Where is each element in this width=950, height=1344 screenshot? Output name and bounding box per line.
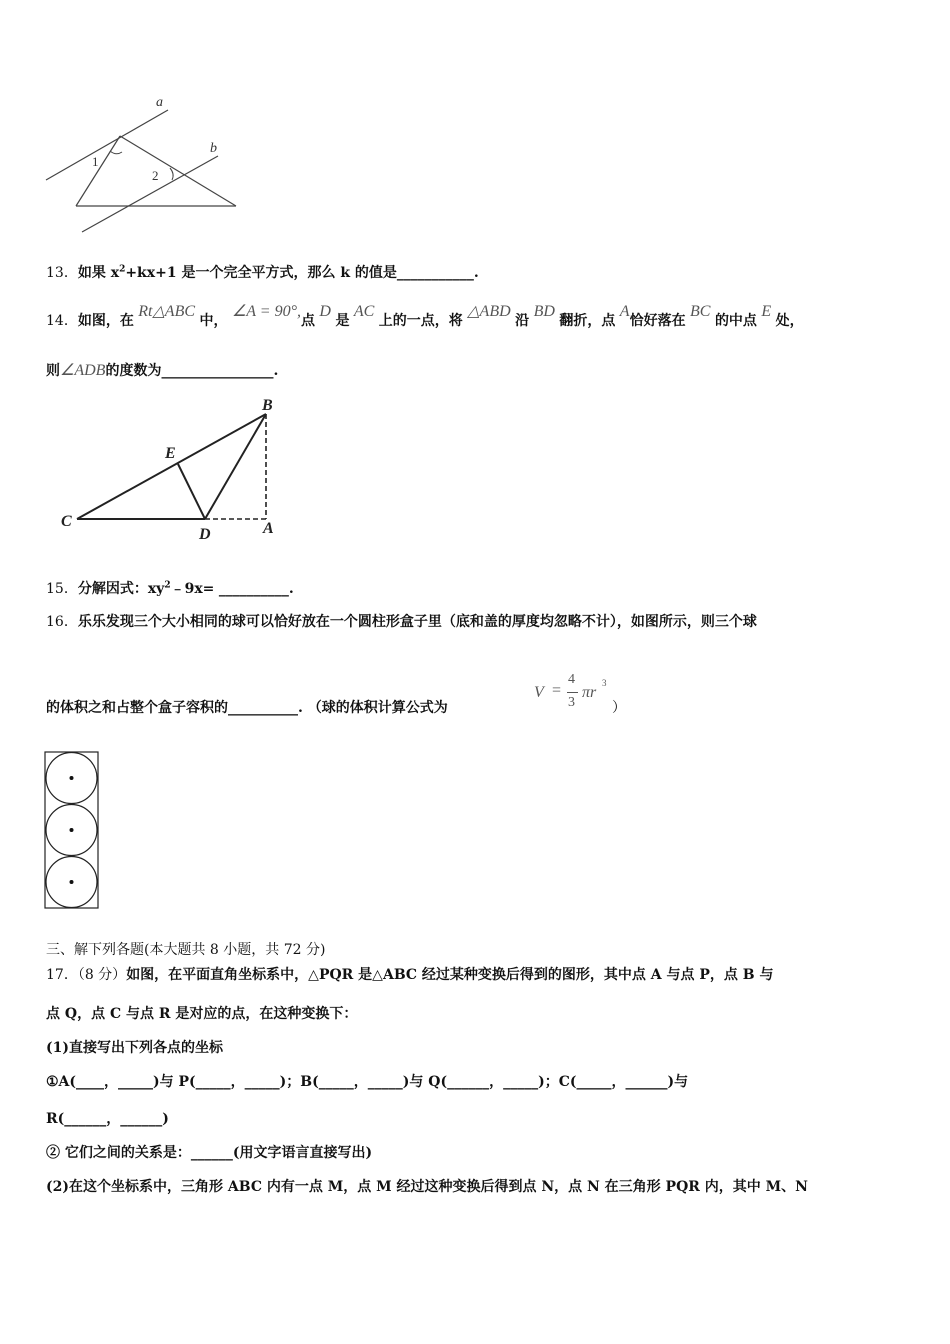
- q14-text-3: 点: [300, 313, 315, 329]
- q17-score: （8 分）: [77, 967, 127, 983]
- fig2-label-C: C: [61, 513, 72, 530]
- q16-line-2-mid: . （球的体积计算公式为: [298, 700, 448, 716]
- fig2-label-D: D: [199, 526, 211, 543]
- q14-text-4: 是: [335, 313, 350, 329]
- question-13: [46, 262, 479, 282]
- q17-line-1: 如图，在平面直角坐标系中，△PQR 是△ABC 经过某种变换后得到的图形，其中点 A 与点 P，点 B 与: [126, 967, 774, 983]
- q17-number: 17．: [46, 967, 78, 983]
- q15-expr-pre: xy: [147, 581, 165, 597]
- q14-text-10: 处，: [775, 313, 804, 329]
- q13-text-post: +kx+1 是一个完全平方式，那么 k 的值是: [125, 265, 397, 281]
- fig2-label-A: A: [263, 520, 274, 537]
- question-14: [46, 303, 804, 330]
- q14-math-1: Rt△ABC: [138, 303, 196, 320]
- q14-text-7: 翻折，点: [559, 313, 616, 329]
- q16-line-2-pre: 的体积之和占整个盒子容积的: [46, 700, 228, 716]
- fig1-label-a: a: [156, 95, 163, 110]
- q14-end: .: [273, 363, 279, 379]
- fig2-label-E: E: [165, 445, 176, 462]
- q14-l2-pre: 则: [46, 363, 60, 379]
- fig1-label-1: 1: [92, 154, 99, 169]
- q14-math-9: E: [761, 303, 772, 320]
- q14-blank[interactable]: ________________: [161, 363, 274, 379]
- q14-math-2: ∠A = 90°,: [231, 303, 301, 320]
- q14-math-8: BC: [690, 303, 711, 320]
- question-17: [46, 964, 774, 984]
- q14-math-5: △ABD: [467, 303, 511, 320]
- q16-number: 16．: [46, 614, 78, 630]
- formula-exponent: 3: [602, 678, 607, 688]
- q17-relation[interactable]: ② 它们之间的关系是：______(用文字语言直接写出): [46, 1145, 373, 1161]
- q16-line-1: 乐乐发现三个大小相同的球可以恰好放在一个圆柱形盒子里（底和盖的厚度均忽略不计），如图所示，则三个球: [77, 614, 757, 630]
- q14-text-5: 上的一点，将: [378, 313, 463, 329]
- fig1-label-2: 2: [152, 168, 159, 183]
- q13-number: 13．: [46, 265, 78, 281]
- sphere-volume-formula: [532, 674, 614, 714]
- parallel-lines-figure: [40, 88, 250, 238]
- fig2-label-B: B: [262, 397, 273, 414]
- q14-l2-math: ∠ADB: [60, 362, 106, 379]
- formula-v: V: [534, 684, 544, 701]
- formula-denominator: 3: [568, 695, 575, 710]
- question-16-line-2: [46, 697, 448, 717]
- section-3-title: 三、解下列各题(本大题共 8 小题，共 72 分): [46, 942, 326, 958]
- formula-equals: =: [552, 682, 562, 699]
- cylinder-balls-figure: [44, 751, 100, 911]
- q17-line-2: 点 Q，点 C 与点 R 是对应的点，在这种变换下：: [46, 1006, 358, 1022]
- q14-math-7: A: [619, 303, 630, 320]
- fig1-label-b: b: [210, 141, 217, 156]
- q17-part-2: (2)在这个坐标系中，三角形 ABC 内有一点 M，点 M 经过这种变换后得到点 N，点 N 在三角形 PQR 内，其中 M、N: [46, 1179, 808, 1195]
- q15-blank[interactable]: __________: [218, 581, 289, 597]
- question-16: [46, 611, 757, 631]
- q15-expr-post: ﹣9x=: [170, 581, 215, 597]
- q13-end: .: [473, 265, 479, 281]
- q14-l2-text: 的度数为: [105, 363, 162, 379]
- q15-end: .: [288, 581, 294, 597]
- q16-blank[interactable]: __________: [228, 700, 298, 716]
- q14-text-6: 沿: [515, 313, 530, 329]
- q13-sup: 2: [119, 264, 126, 275]
- q14-text-1: 如图，在: [77, 313, 134, 329]
- q15-text: 分解因式：: [77, 581, 148, 597]
- q17-coordinates-r[interactable]: R(______，______): [46, 1111, 169, 1127]
- q13-text-pre: 如果 x: [77, 265, 120, 281]
- q14-text-9: 的中点: [714, 313, 757, 329]
- q15-number: 15．: [46, 581, 78, 597]
- q14-math-3: D: [319, 303, 331, 320]
- formula-fraction-bar: [567, 692, 578, 693]
- formula-numerator: 4: [568, 672, 575, 687]
- q16-line-2-end: ）: [612, 700, 626, 716]
- q14-math-6: BD: [533, 303, 555, 320]
- q14-text-2: 中，: [199, 313, 228, 329]
- q14-number: 14．: [46, 313, 78, 329]
- question-14-line-2: [46, 360, 278, 380]
- question-15: [46, 578, 294, 598]
- triangle-fold-figure: [55, 390, 295, 545]
- q13-blank[interactable]: ___________: [396, 265, 474, 281]
- q14-math-4: AC: [353, 303, 375, 320]
- q15-sup: 2: [164, 580, 171, 591]
- formula-pi-r: πr: [582, 684, 597, 701]
- q17-coordinates[interactable]: ①A(____，_____)与 P(_____，_____)；B(_____，_____)与 Q(______，_____)；C(_____，______)与: [46, 1074, 689, 1090]
- q14-text-8: 恰好落在: [629, 313, 686, 329]
- q17-part-1: (1)直接写出下列各点的坐标: [46, 1040, 223, 1056]
